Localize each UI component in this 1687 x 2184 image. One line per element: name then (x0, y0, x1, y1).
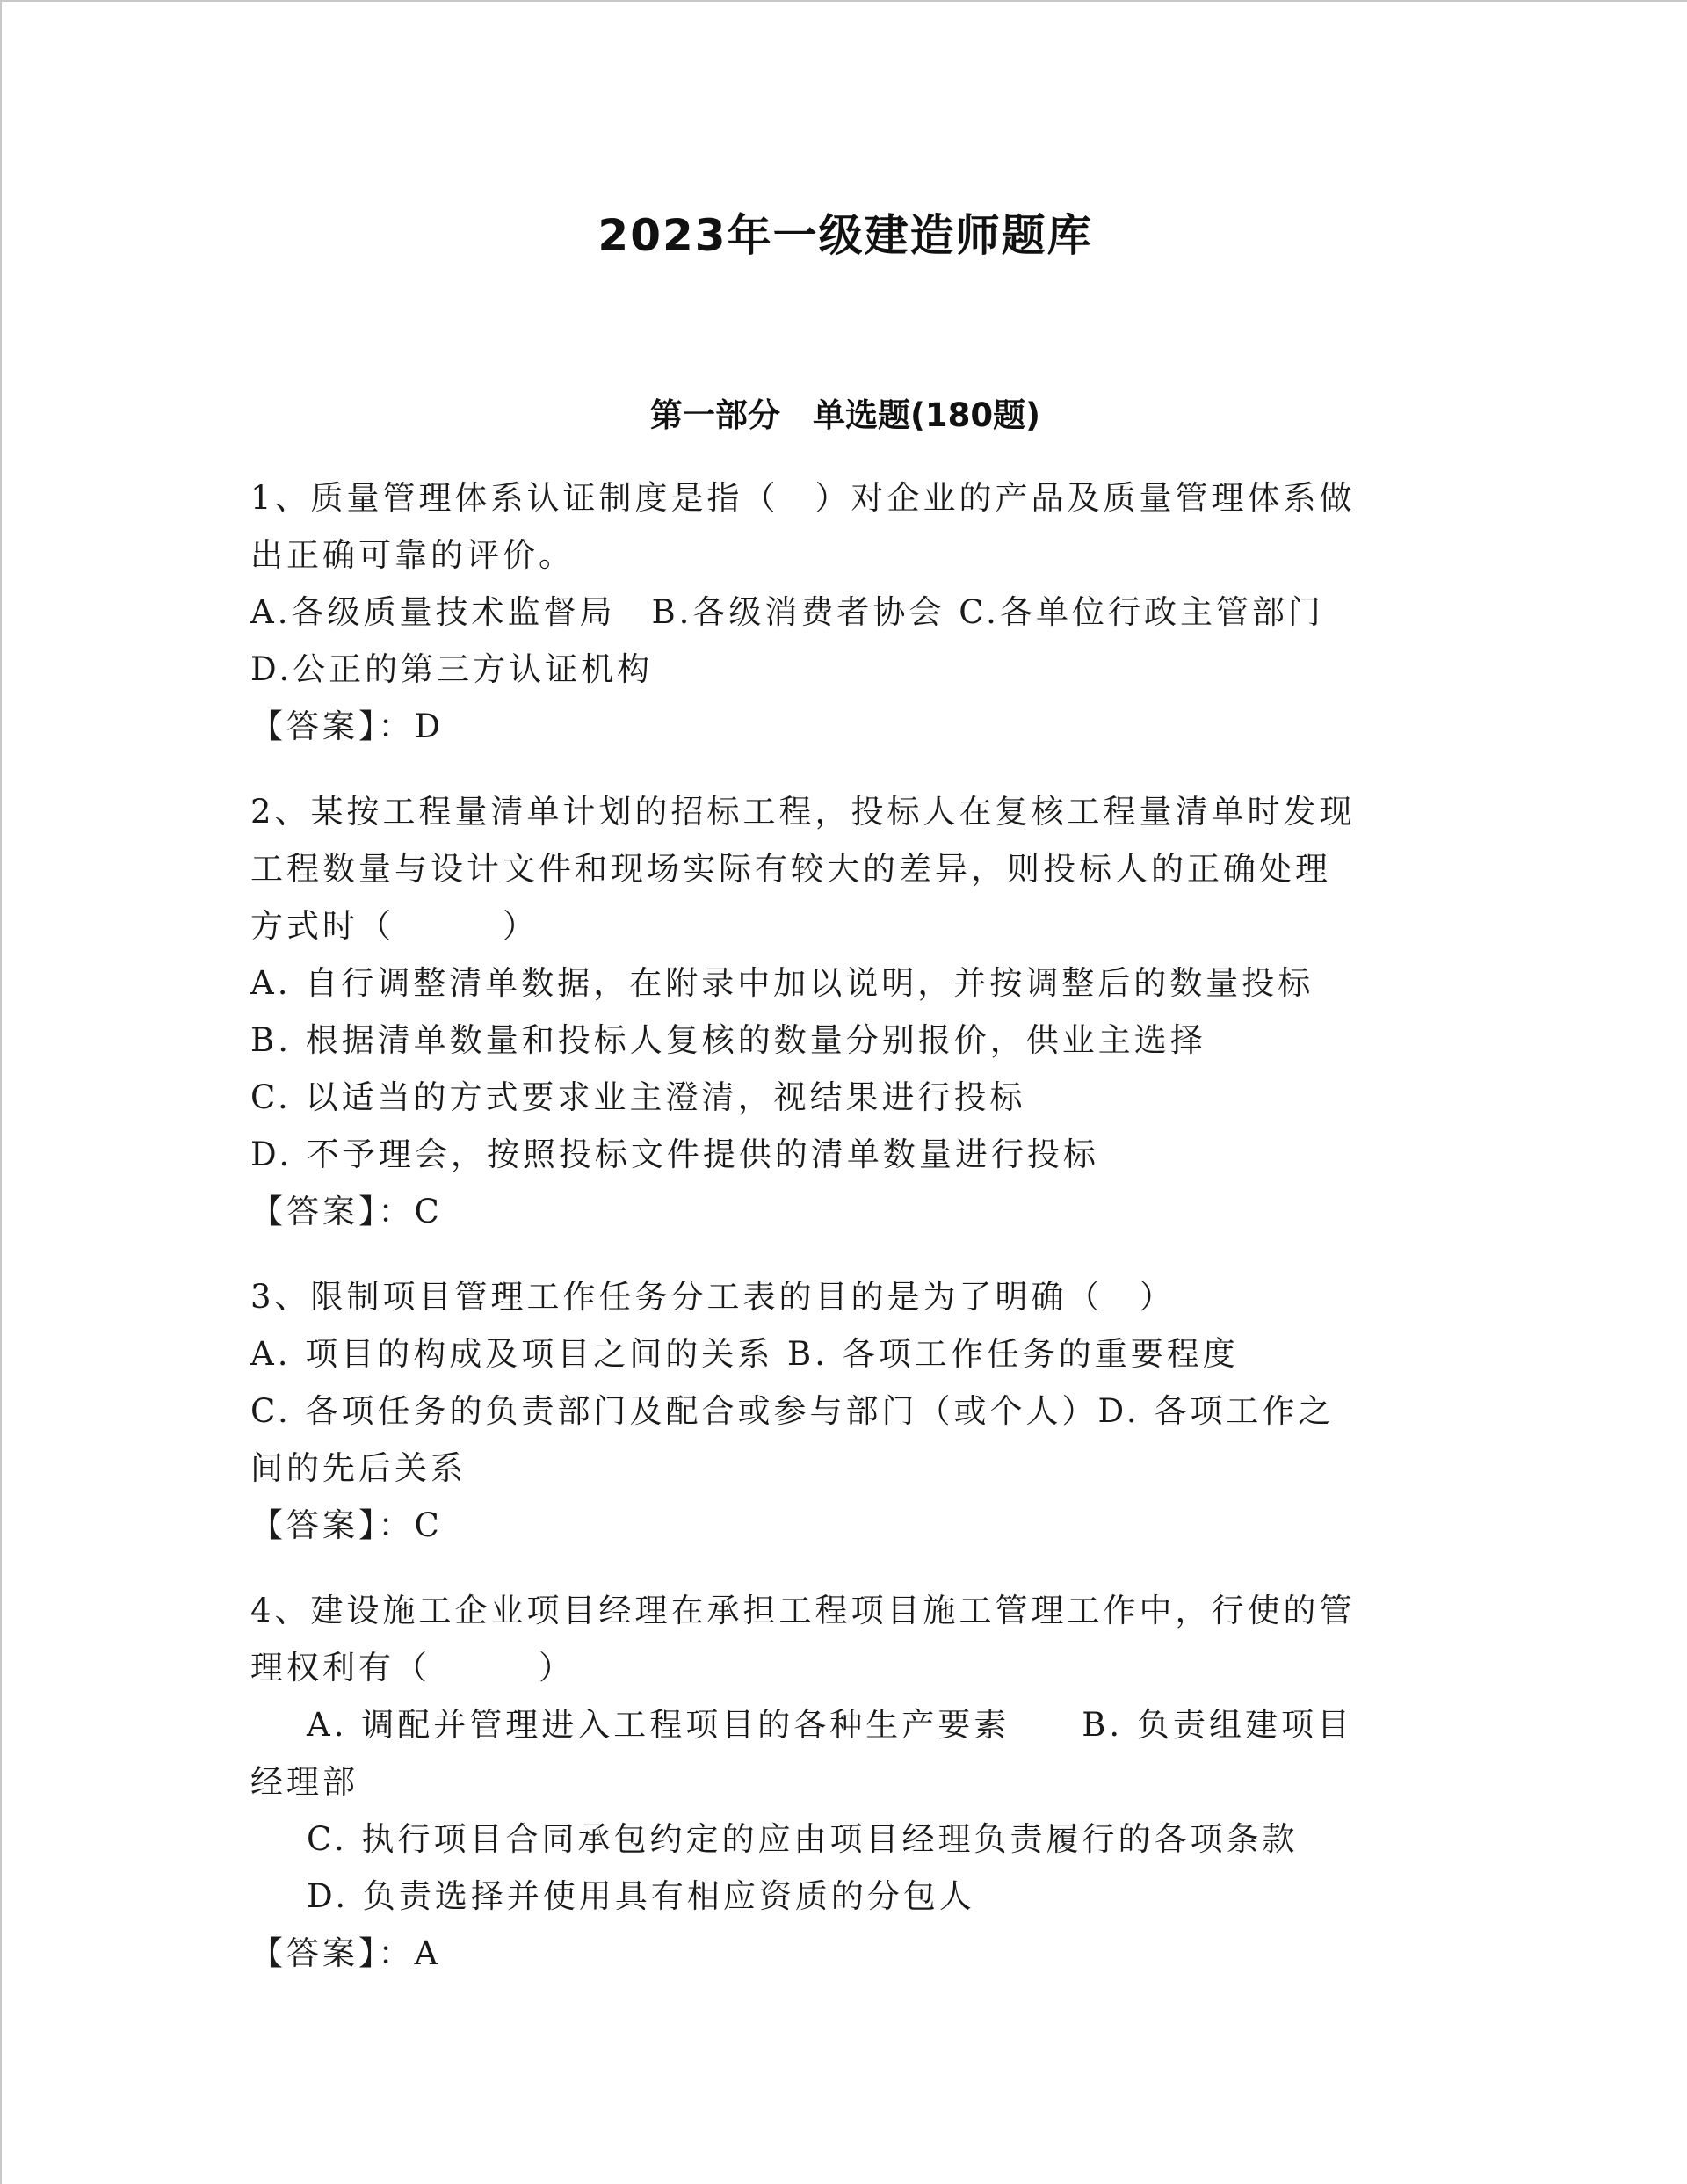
question-3-line-1: 3、限制项目管理工作任务分工表的目的是为了明确（ ） (250, 1278, 1176, 1316)
question-3-option-d-cont: 间的先后关系 (250, 1449, 467, 1487)
question-2-option-a: A. 自行调整清单数据，在附录中加以说明，并按调整后的数量投标 (250, 964, 1314, 1002)
document-title: 2023年一级建造师题库 (597, 210, 1093, 261)
question-1-line-1: 1、质量管理体系认证制度是指（ ）对企业的产品及质量管理体系做 (250, 479, 1356, 517)
question-1-line-2: 出正确可靠的评价。 (250, 536, 575, 574)
question-3 (250, 1268, 1432, 1554)
question-1-option-d: D.公正的第三方认证机构 (250, 650, 654, 688)
question-2-option-c: C. 以适当的方式要求业主澄清，视结果进行投标 (250, 1078, 1026, 1116)
question-2 (250, 783, 1432, 1240)
question-4 (250, 1582, 1432, 1982)
question-1 (250, 469, 1432, 755)
question-2-option-d: D. 不予理会，按照投标文件提供的清单数量进行投标 (250, 1136, 1099, 1173)
question-2-answer: 【答案】：C (250, 1193, 443, 1230)
question-4-option-c: C. 执行项目合同承包约定的应由项目经理负责履行的各项条款 (307, 1820, 1299, 1858)
question-3-options-ab: A. 项目的构成及项目之间的关系 B. 各项工作任务的重要程度 (250, 1335, 1239, 1373)
question-4-line-2: 理权利有（ ） (250, 1649, 575, 1687)
question-1-answer: 【答案】：D (250, 707, 445, 745)
question-2-line-2: 工程数量与设计文件和现场实际有较大的差异，则投标人的正确处理 (250, 850, 1331, 888)
question-3-answer: 【答案】：C (250, 1506, 443, 1544)
question-4-options-ab: A. 调配并管理进入工程项目的各种生产要素 B. 负责组建项目 (307, 1706, 1353, 1744)
question-2-option-b: B. 根据清单数量和投标人复核的数量分别报价，供业主选择 (250, 1021, 1206, 1059)
question-2-line-1: 2、某按工程量清单计划的招标工程，投标人在复核工程量清单时发现 (250, 793, 1356, 831)
question-2-line-3: 方式时（ ） (250, 907, 539, 945)
question-3-options-cd: C. 各项任务的负责部门及配合或参与部门（或个人）D. 各项工作之 (250, 1392, 1335, 1430)
section-heading: 第一部分 单选题(180题) (649, 396, 1041, 434)
question-4-option-d: D. 负责选择并使用具有相应资质的分包人 (307, 1877, 975, 1915)
question-list (250, 469, 1432, 1982)
question-4-option-b-cont: 经理部 (250, 1763, 358, 1801)
question-1-options-abc: A.各级质量技术监督局 B.各级消费者协会 C.各单位行政主管部门 (250, 593, 1324, 631)
question-4-answer: 【答案】：A (250, 1934, 442, 1972)
question-4-line-1: 4、建设施工企业项目经理在承担工程项目施工管理工作中，行使的管 (250, 1592, 1356, 1629)
